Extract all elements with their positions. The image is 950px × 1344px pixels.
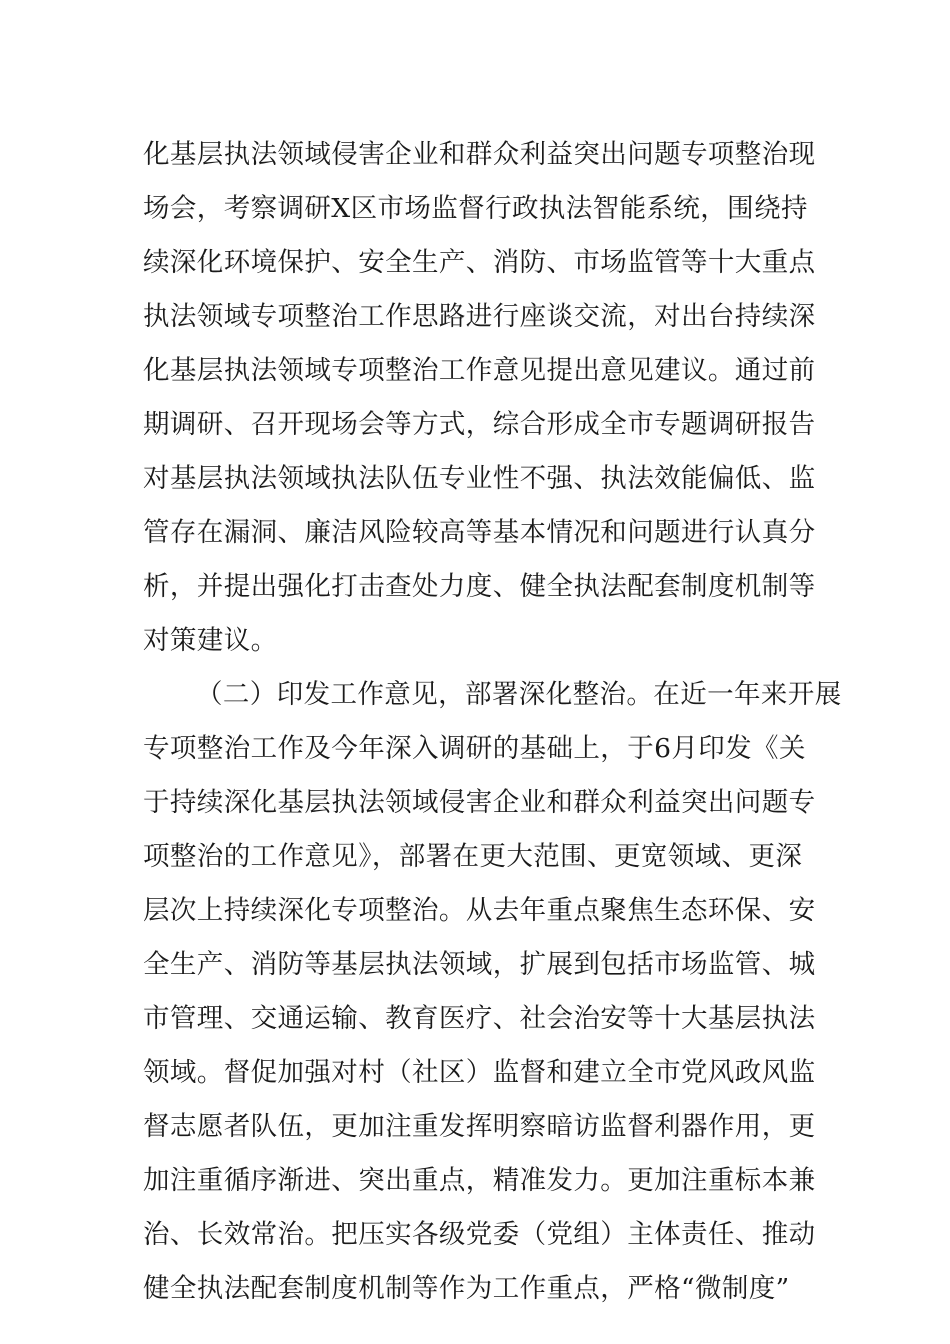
text-line: 层次上持续深化专项整治。从去年重点聚焦生态环保、安	[143, 895, 816, 926]
text-line: 对基层执法领域执法队伍专业性不强、执法效能偏低、监	[143, 463, 816, 494]
text-line: 项整治的工作意见》，部署在更大范围、更宽领域、更深	[143, 841, 803, 872]
text-line: 领域。督促加强对村（社区）监督和建立全市党风政风监	[143, 1057, 816, 1088]
body-text	[143, 128, 842, 1316]
text-line: 析，并提出强化打击查处力度、健全执法配套制度机制等	[143, 571, 816, 602]
text-line: 于持续深化基层执法领域侵害企业和群众利益突出问题专	[143, 787, 816, 818]
text-line: 市管理、交通运输、教育医疗、社会治安等十大基层执法	[143, 1003, 816, 1034]
text-line: 期调研、召开现场会等方式，综合形成全市专题调研报告	[143, 409, 816, 440]
text-line: 场会，考察调研X区市场监督行政执法智能系统，围绕持	[143, 193, 808, 224]
text-line: 对策建议。	[143, 625, 278, 656]
text-line: 治、长效常治。把压实各级党委（党组）主体责任、推动	[143, 1219, 816, 1250]
text-line: 化基层执法领域专项整治工作意见提出意见建议。通过前	[143, 355, 816, 386]
paragraph-start-line: （二）印发工作意见，部署深化整治。在近一年来开展	[196, 679, 842, 710]
text-line: 督志愿者队伍，更加注重发挥明察暗访监督利器作用，更	[143, 1111, 816, 1142]
text-line: 管存在漏洞、廉洁风险较高等基本情况和问题进行认真分	[143, 517, 816, 548]
text-line: 专项整治工作及今年深入调研的基础上，于6月印发《关	[143, 733, 806, 764]
text-line: 续深化环境保护、安全生产、消防、市场监管等十大重点	[143, 247, 816, 278]
text-line: 化基层执法领域侵害企业和群众利益突出问题专项整治现	[143, 139, 816, 170]
text-line: 健全执法配套制度机制等作为工作重点，严格“微制度”	[143, 1273, 790, 1304]
text-line: 加注重循序渐进、突出重点，精准发力。更加注重标本兼	[143, 1165, 816, 1196]
text-line: 执法领域专项整治工作思路进行座谈交流，对出台持续深	[143, 301, 816, 332]
text-line: 全生产、消防等基层执法领域，扩展到包括市场监管、城	[143, 949, 816, 980]
